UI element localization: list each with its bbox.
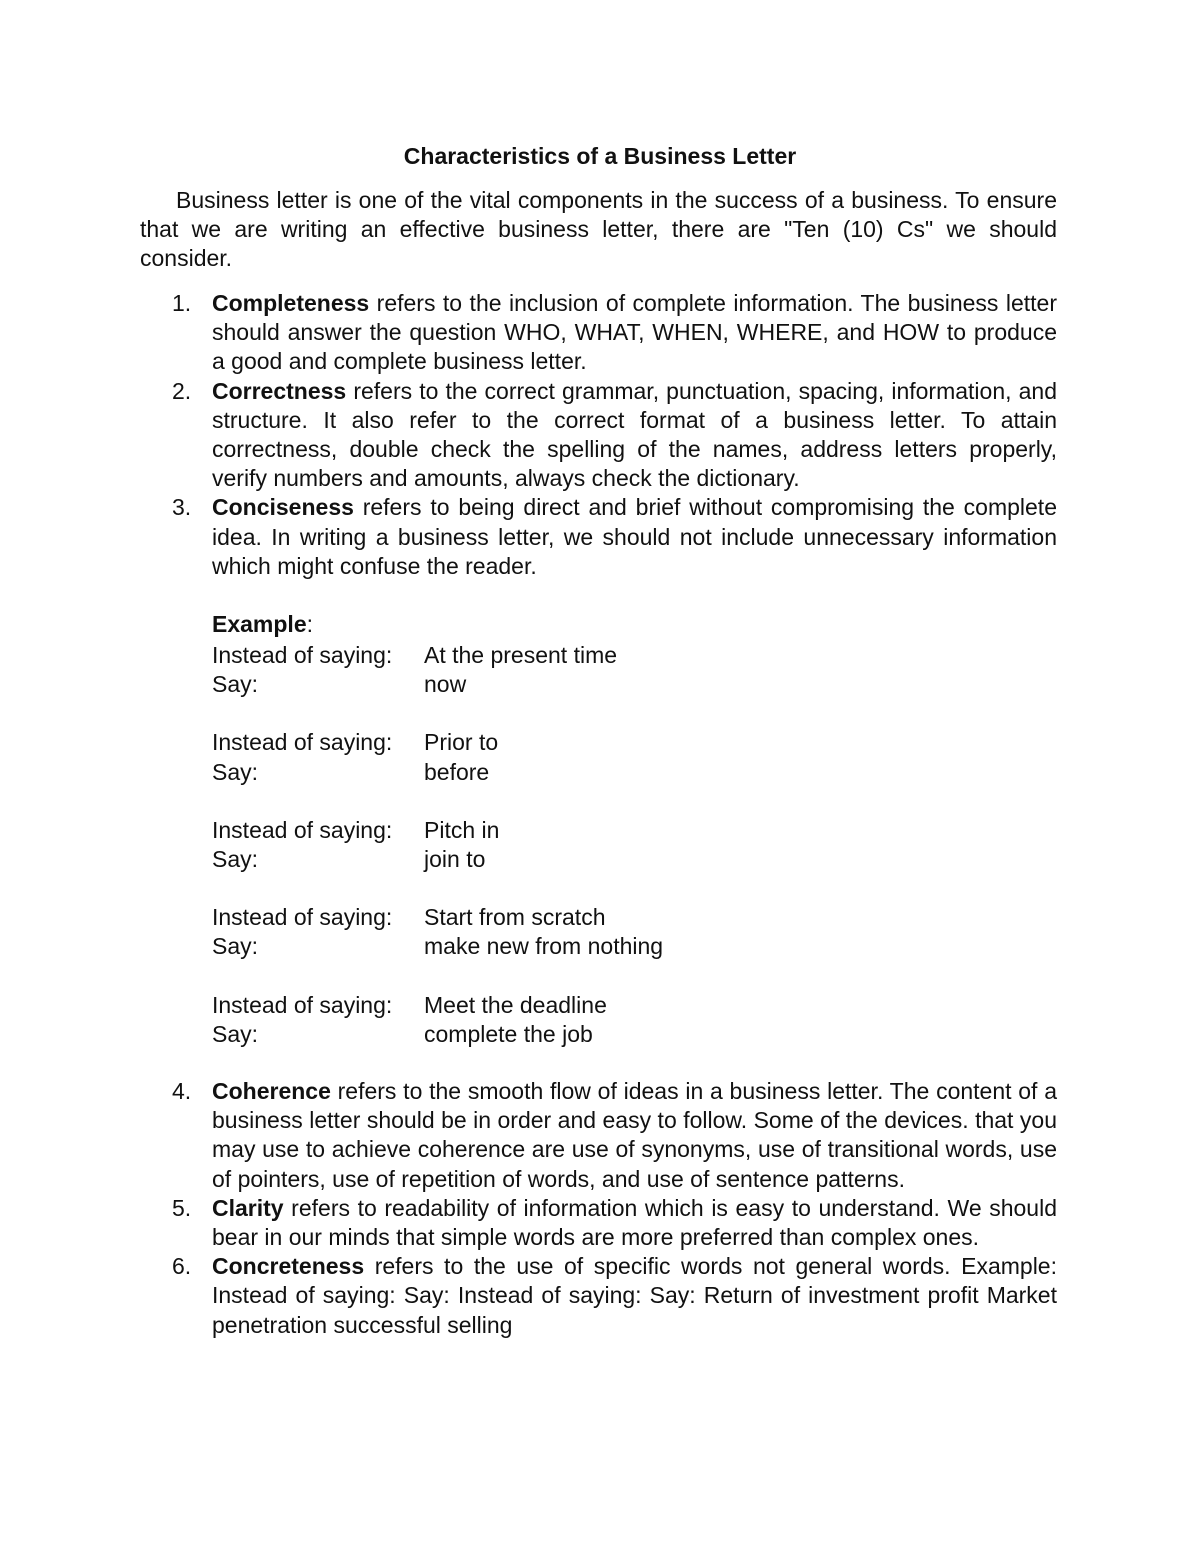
list-item-term: Completeness [212,290,370,316]
say-label: Say: [212,671,259,698]
say-label: Say: [212,846,259,873]
list-item-text: refers to the smooth flow of ideas in a business letter. The content of a business letter should be in order and easy to follow. Some of the devices. that you may use to achieve coherence are use of synonyms, use of transitional words, use of pointers, use of repetition of words, and use of sentence patterns. [212,1078,1057,1192]
say-label: Say: [212,1020,259,1047]
list-item-term: Conciseness [212,494,354,521]
list-item-conciseness [172,493,1057,581]
characteristics-list-part-2 [172,1077,1057,1340]
list-item-term: Clarity [212,1194,284,1221]
example-heading-label: Example [212,611,307,637]
list-item-clarity [172,1194,1057,1252]
instead-label: Instead of saying: [212,816,393,843]
say-value: before [424,758,490,785]
example-block [212,610,812,1078]
list-item-number: 5. [172,1194,192,1221]
example-pair [212,641,812,699]
list-item-number: 2. [172,377,192,404]
list-item-text: refers to readability of information which is easy to understand. We should bear in our minds that simple words are more preferred than complex ones. [212,1194,1057,1251]
list-item-correctness [172,377,1057,494]
list-item-number: 6. [172,1253,192,1280]
say-value: make new from nothing [424,933,664,960]
instead-label: Instead of saying: [212,991,393,1018]
say-value: complete the job [424,1020,593,1047]
characteristics-list-part-1 [172,289,1057,581]
instead-label: Instead of saying: [212,729,393,756]
list-item-text: refers to the inclusion of complete information. The business letter should answer the question WHO, WHAT, WHEN, WHERE, and HOW to produce a good and complete business letter. [212,290,1057,375]
list-item-text: refers to being direct and brief without compromising the complete idea. In writing a business letter, we should not include unnecessary information which might confuse the reader. [212,494,1057,579]
list-item-text: refers to the correct grammar, punctuation, spacing, information, and structure. It also refer to the correct format of a business letter. To attain correctness, double check the spelling of the names, address letters properly, verify numbers and amounts, always check the dictionary. [212,377,1057,492]
list-item-coherence [172,1077,1057,1194]
say-label: Say: [212,933,259,960]
list-item-term: Correctness [212,377,347,404]
example-pair [212,991,812,1049]
list-item-term: Concreteness [212,1253,365,1280]
instead-label: Instead of saying: [212,642,393,668]
example-pair [212,728,812,786]
example-heading [212,610,812,641]
say-label: Say: [212,758,259,785]
instead-value: Prior to [424,729,499,756]
say-value: join to [424,846,486,873]
example-heading-colon: : [306,611,313,637]
instead-label: Instead of saying: [212,904,393,931]
list-item-concreteness [172,1252,1057,1340]
list-item-completeness [172,289,1057,377]
list-item-text: refers to the use of specific words not general words. Example: Instead of saying: Say: Instead of saying: Say: Return of investment profit Market penetration successful selling [212,1253,1057,1338]
list-item-number: 1. [172,290,192,316]
instead-value: At the present time [424,642,618,668]
say-value: now [424,671,467,698]
page-title: Characteristics of a Business Letter [403,143,797,169]
list-item-number: 3. [172,494,192,521]
list-item-term: Coherence [212,1078,331,1104]
example-pair [212,816,812,874]
instead-value: Pitch in [424,816,500,843]
intro-paragraph: Business letter is one of the vital components in the success of a business. To ensure that we are writing an effective business letter, there are "Ten (10) Cs" we should consider. [140,187,1057,272]
instead-value: Meet the deadline [424,991,607,1018]
instead-value: Start from scratch [424,904,606,931]
example-pair [212,903,812,961]
list-item-number: 4. [172,1078,192,1104]
